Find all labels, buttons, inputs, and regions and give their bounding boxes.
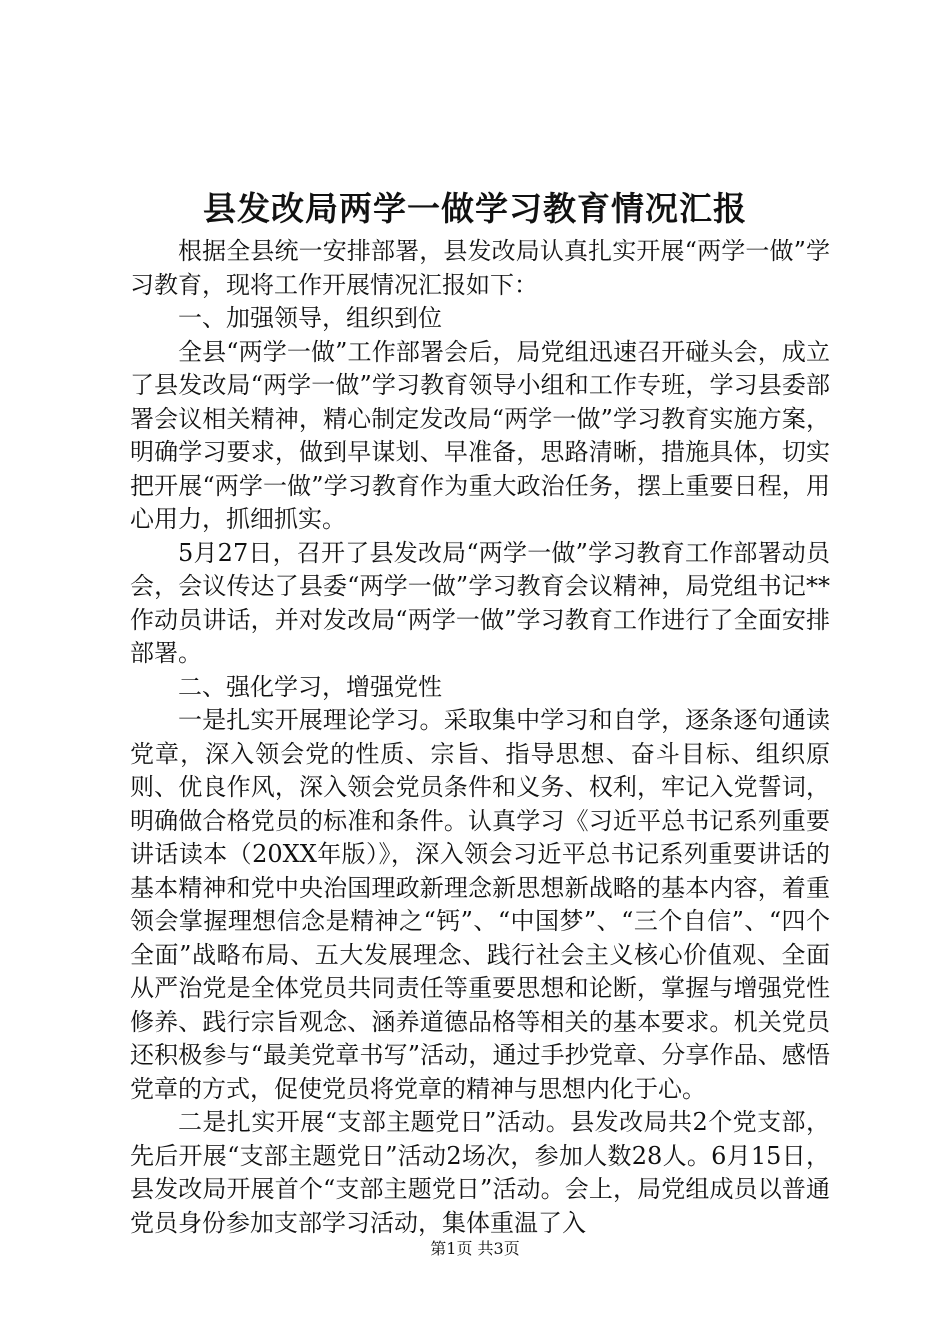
document-body	[130, 235, 830, 1240]
paragraph-intro: 根据全县统一安排部署，县发改局认真扎实开展“两学一做”学习教育，现将工作开展情况汇报如下：	[130, 237, 830, 299]
paragraph: 二是扎实开展“支部主题党日”活动。县发改局共2个党支部，先后开展“支部主题党日”活动2场次，参加人数28人。6月15日，县发改局开展首个“支部主题党日”活动。会上，局党组成员以普通党员身份参加支部学习活动，集体重温了入	[130, 1108, 830, 1237]
section-heading-1: 一、加强领导，组织到位	[178, 304, 442, 332]
paragraph: 5月27日，召开了县发改局“两学一做”学习教育工作部署动员会，会议传达了县委“两学一做”学习教育会议精神，局党组书记**作动员讲话，并对发改局“两学一做”学习教育工作进行了全面安排部署。	[130, 538, 830, 667]
section-heading-2: 二、强化学习，增强党性	[178, 672, 442, 701]
page-number-footer: 第1页 共3页	[430, 1239, 520, 1258]
paragraph: 全县“两学一做”工作部署会后，局党组迅速召开碰头会，成立了县发改局“两学一做”学习教育领导小组和工作专班，学习县委部署会议相关精神，精心制定发改局“两学一做”学习教育实施方案，明确学习要求，做到早谋划、早准备，思路清晰，措施具体，切实把开展“两学一做”学习教育作为重大政治任务，摆上重要日程，用心用力，抓细抓实。	[130, 337, 830, 533]
document-title: 县发改局两学一做学习教育情况汇报	[203, 189, 747, 228]
paragraph: 一是扎实开展理论学习。采取集中学习和自学，逐条逐句通读党章，深入领会党的性质、宗旨、指导思想、奋斗目标、组织原则、优良作风，深入领会党员条件和义务、权利，牢记入党誓词，明确做合格党员的标准和条件。认真学习《习近平总书记系列重要讲话读本（20XX年版）》，深入领会习近平总书记系列重要讲话的基本精神和党中央治国理政新理念新思想新战略的基本内容，着重领会掌握理想信念是精神之“钙”、“中国梦”、“三个自信”、“四个全面”战略布局、五大发展理念、践行社会主义核心价值观、全面从严治党是全体党员共同责任等重要思想和论断，掌握与增强党性修养、践行宗旨观念、涵养道德品格等相关的基本要求。机关党员还积极参与“最美党章书写”活动，通过手抄党章、分享作品、感悟党章的方式，促使党员将党章的精神与思想内化于心。	[130, 706, 830, 1103]
